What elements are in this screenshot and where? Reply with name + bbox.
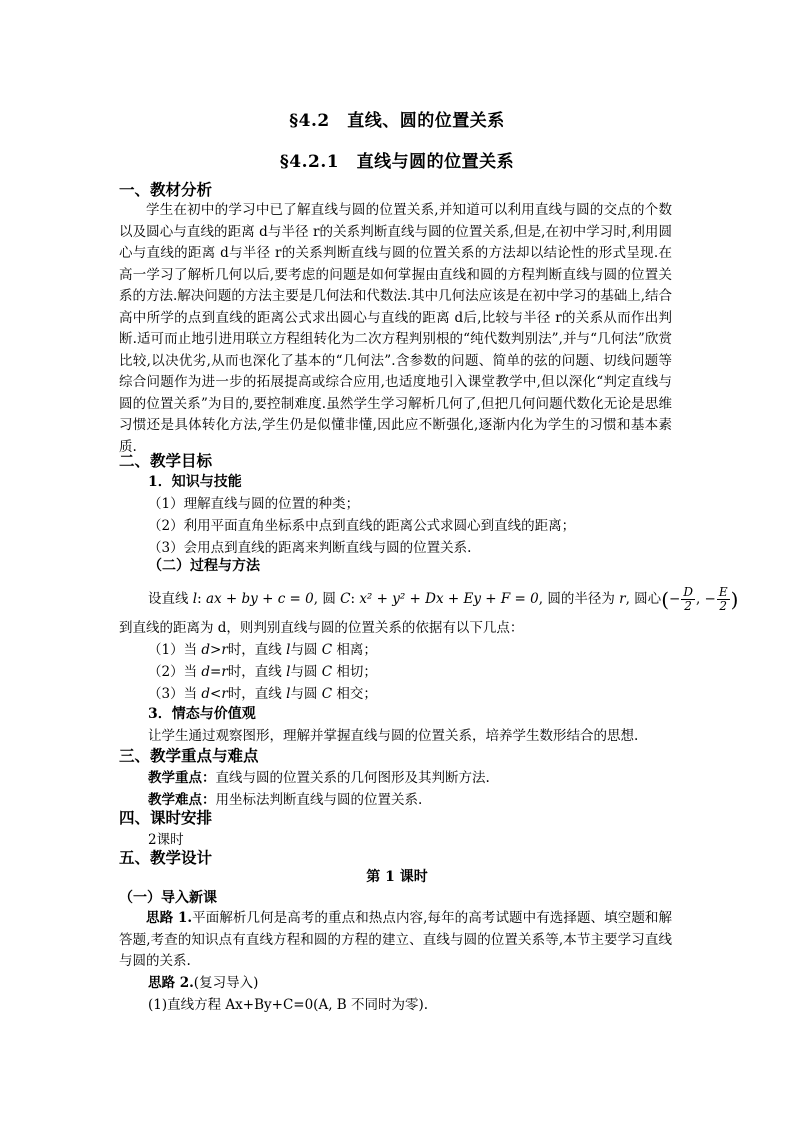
eq-line-symbol: l — [192, 591, 198, 607]
eq-radius-prefix: , 圆的半径为 — [538, 591, 615, 607]
subheading-process-method: （二）过程与方法 — [148, 558, 260, 574]
page-title: §4.2 直线、圆的位置关系 — [289, 111, 505, 131]
idea2-line: 思路 2.(复习导入) — [148, 975, 259, 991]
eq-prefix: 设直线 — [148, 591, 189, 607]
criteria-item: （3）当 d<r时，直线 l与圆 C 相交； — [148, 686, 377, 702]
subheading-knowledge-skills: 1．知识与技能 — [148, 474, 242, 490]
eq-radius-symbol: r — [619, 591, 626, 607]
section-heading-key-difficult: 三、教学重点与难点 — [119, 746, 259, 765]
fraction-e: $\frac{E}{2}$ — [718, 585, 728, 613]
lesson-title: 第 1 课时 — [366, 869, 428, 885]
eq-circle-prefix: , 圆 — [313, 591, 336, 607]
fraction-d: $\frac{D}{2}$ — [683, 585, 693, 613]
goal-item: （2）利用平面直角坐标系中点到直线的距离公式求圆心到直线的距离； — [148, 518, 576, 534]
goal-item: （1）理解直线与圆的位置的种类； — [148, 496, 360, 512]
section-heading-teaching-goals: 二、教学目标 — [119, 451, 213, 470]
teaching-difficult-point: 教学难点：用坐标法判断直线与圆的位置关系. — [148, 792, 423, 808]
subheading-emotion-values: 3．情态与价值观 — [148, 706, 256, 722]
schedule-text: 2课时 — [148, 832, 184, 848]
idea1-paragraph: 思路 1.平面解析几何是高考的重点和热点内容,每年的高考试题中有选择题、填空题和解答题,考查的知识点有直线方程和圆的方程的建立、直线与圆的位置关系等,本节主要学习直线与圆的关系. — [119, 910, 672, 969]
subheading-intro: （一）导入新课 — [119, 890, 217, 906]
distance-criteria-intro: 到直线的距离为 d，则判别直线与圆的位置关系的依据有以下几点： — [119, 620, 524, 636]
emotion-values-text: 让学生通过观察图形，理解并掌握直线与圆的位置关系，培养学生数形结合的思想. — [148, 728, 639, 744]
textbook-analysis-paragraph: 学生在初中的学习中已了解直线与圆的位置关系,并知道可以利用直线与圆的交点的个数以及圆心与直线的距离 d与半径 r的关系判断直线与圆的位置关系,但是,在初中学习时,利用圆心与直线的距离 d与半径 r的关系判断直线与圆的位置关系的方法却以结论性的形式呈现.在高一学习了解析几何以后,要考虑的问题是如何掌握由直线和圆的方程判断直线与圆的位置关系的方法.解决问题的方法主要是几何法和代数法.其中几何法应该是在初中学习的基础上,结合高中所学的点到直线的距离公式求出圆心与直线的距离 d后,比较与半径 r的关系从而作出判断.适可而止地引进用联立方程组转化为二次方程判别根的“纯代数判别法”,并与“几何法”欣赏比较,以决优劣,从而也深化了基本的“几何法”.含参数的问题、简单的弦的问题、切线问题等综合问题作为进一步的拓展提高或综合应用,也适度地引入课堂教学中,但以深化“判定直线与圆的位置关系”为目的,要控制难度.虽然学生学习解析几何了,但把几何问题代数化无论是思维习惯还是具体转化方法,学生仍是似懂非懂,因此应不断强化,逐渐内化为学生的习惯和基本素质. — [119, 202, 672, 455]
goal-item: （3）会用点到直线的距离来判断直线与圆的位置关系. — [148, 540, 472, 556]
section-heading-schedule: 四、课时安排 — [119, 808, 213, 827]
teaching-key-point: 教学重点：直线与圆的位置关系的几何图形及其判断方法. — [148, 770, 490, 786]
section-heading-textbook-analysis: 一、教材分析 — [119, 180, 213, 199]
eq-line-expression: ax + by + c = 0 — [205, 591, 314, 607]
eq-circle-symbol: C — [340, 591, 351, 607]
review-item: (1)直线方程 Ax+By+C=0(A, B 不同时为零). — [148, 997, 429, 1013]
criteria-item: （1）当 d>r时，直线 l与圆 C 相离； — [148, 642, 377, 658]
section-heading-teaching-design: 五、教学设计 — [119, 848, 213, 867]
circle-line-equation: 设直线 l: ax + by + c = 0, 圆 C: x² + y² + Dx + Ey + F = 0, 圆的半径为 r, 圆心(− $\frac{D}{2}$ , − $\frac{E}{2}$ ) — [148, 585, 739, 613]
criteria-item: （2）当 d=r时，直线 l与圆 C 相切； — [148, 664, 377, 680]
eq-circle-expression: x² + y² + Dx + Ey + F = 0 — [359, 591, 539, 607]
eq-center-prefix: , 圆心 — [625, 591, 662, 607]
page-subtitle: §4.2.1 直线与圆的位置关系 — [279, 152, 515, 172]
